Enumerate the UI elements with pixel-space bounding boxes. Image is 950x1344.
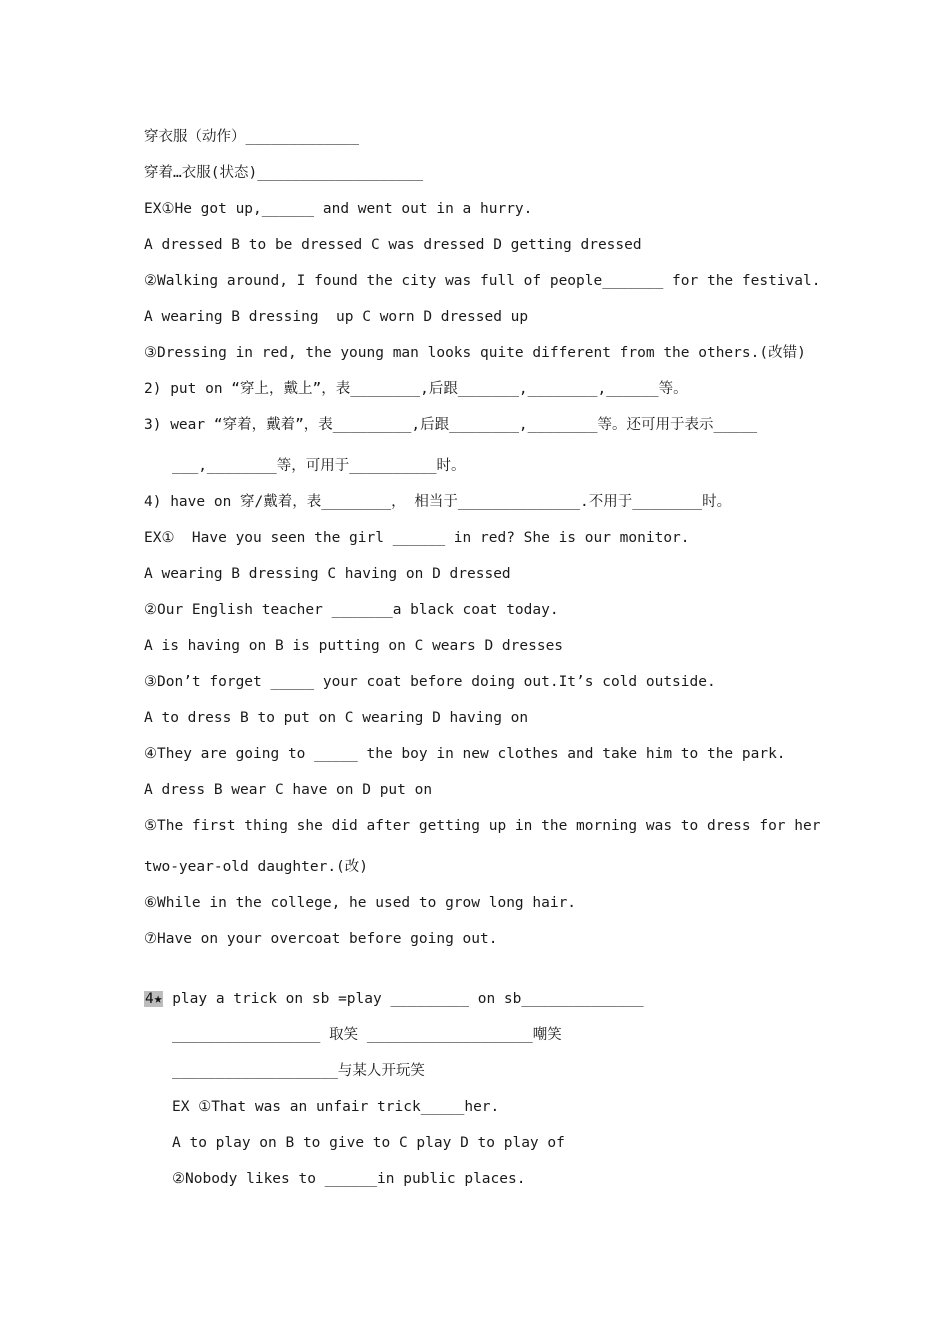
text-line: A wearing B dressing C having on D dressed bbox=[144, 566, 511, 582]
text-line: EX ①That was an unfair trick_____her. bbox=[172, 1099, 500, 1115]
section-header-text: play a trick on sb =play _________ on sb______________ bbox=[163, 991, 644, 1007]
text-line: A to play on B to give to C play D to play of bbox=[172, 1135, 565, 1151]
text-line: ②Walking around, I found the city was full of people_______ for the festival. bbox=[144, 273, 821, 289]
text-line: A dress B wear C have on D put on bbox=[144, 782, 433, 798]
text-line: A is having on B is putting on C wears D dresses bbox=[144, 638, 564, 654]
text-line: ⑦Have on your overcoat before going out. bbox=[144, 931, 498, 947]
section-4-header bbox=[144, 990, 644, 1008]
text-line: EX① Have you seen the girl ______ in red? She is our monitor. bbox=[144, 530, 690, 546]
text-line: ④They are going to _____ the boy in new clothes and take him to the park. bbox=[144, 746, 786, 762]
text-line: ③Dressing in red, the young man looks quite different from the others.(改错) bbox=[144, 345, 806, 361]
text-line: ⑥While in the college, he used to grow long hair. bbox=[144, 895, 577, 911]
text-line: ___________________与某人开玩笑 bbox=[172, 1063, 425, 1079]
text-line: ___,________等，可用于__________时。 bbox=[172, 458, 466, 474]
text-line: A to dress B to put on C wearing D having on bbox=[144, 710, 529, 726]
text-line: 4) have on 穿/戴着，表________， 相当于______________.不用于________时。 bbox=[144, 494, 732, 510]
text-line: 穿衣服（动作）_____________ bbox=[144, 129, 359, 145]
text-line: ②Our English teacher _______a black coat today. bbox=[144, 602, 559, 618]
text-line: 穿着…衣服(状态)___________________ bbox=[144, 165, 424, 181]
text-line: _________________ 取笑 ___________________嘲笑 bbox=[172, 1027, 562, 1043]
text-line: 3) wear “穿着，戴着”，表_________,后跟________,________等。还可用于表示_____ bbox=[144, 417, 758, 433]
text-line: ⑤The first thing she did after getting up in the morning was to dress for her bbox=[144, 818, 821, 834]
text-line: ②Nobody likes to ______in public places. bbox=[172, 1171, 526, 1187]
section-number-badge: 4★ bbox=[145, 991, 163, 1007]
text-line: ③Don’t forget _____ your coat before doing out.It’s cold outside. bbox=[144, 674, 716, 690]
text-line: A dressed B to be dressed C was dressed D getting dressed bbox=[144, 237, 642, 253]
text-line: two-year-old daughter.(改) bbox=[144, 859, 369, 875]
text-line: A wearing B dressing up C worn D dressed up bbox=[144, 309, 529, 325]
text-line: EX①He got up,______ and went out in a hurry. bbox=[144, 201, 533, 217]
text-line: 2) put on “穿上，戴上”，表________,后跟_______,________,______等。 bbox=[144, 381, 688, 397]
